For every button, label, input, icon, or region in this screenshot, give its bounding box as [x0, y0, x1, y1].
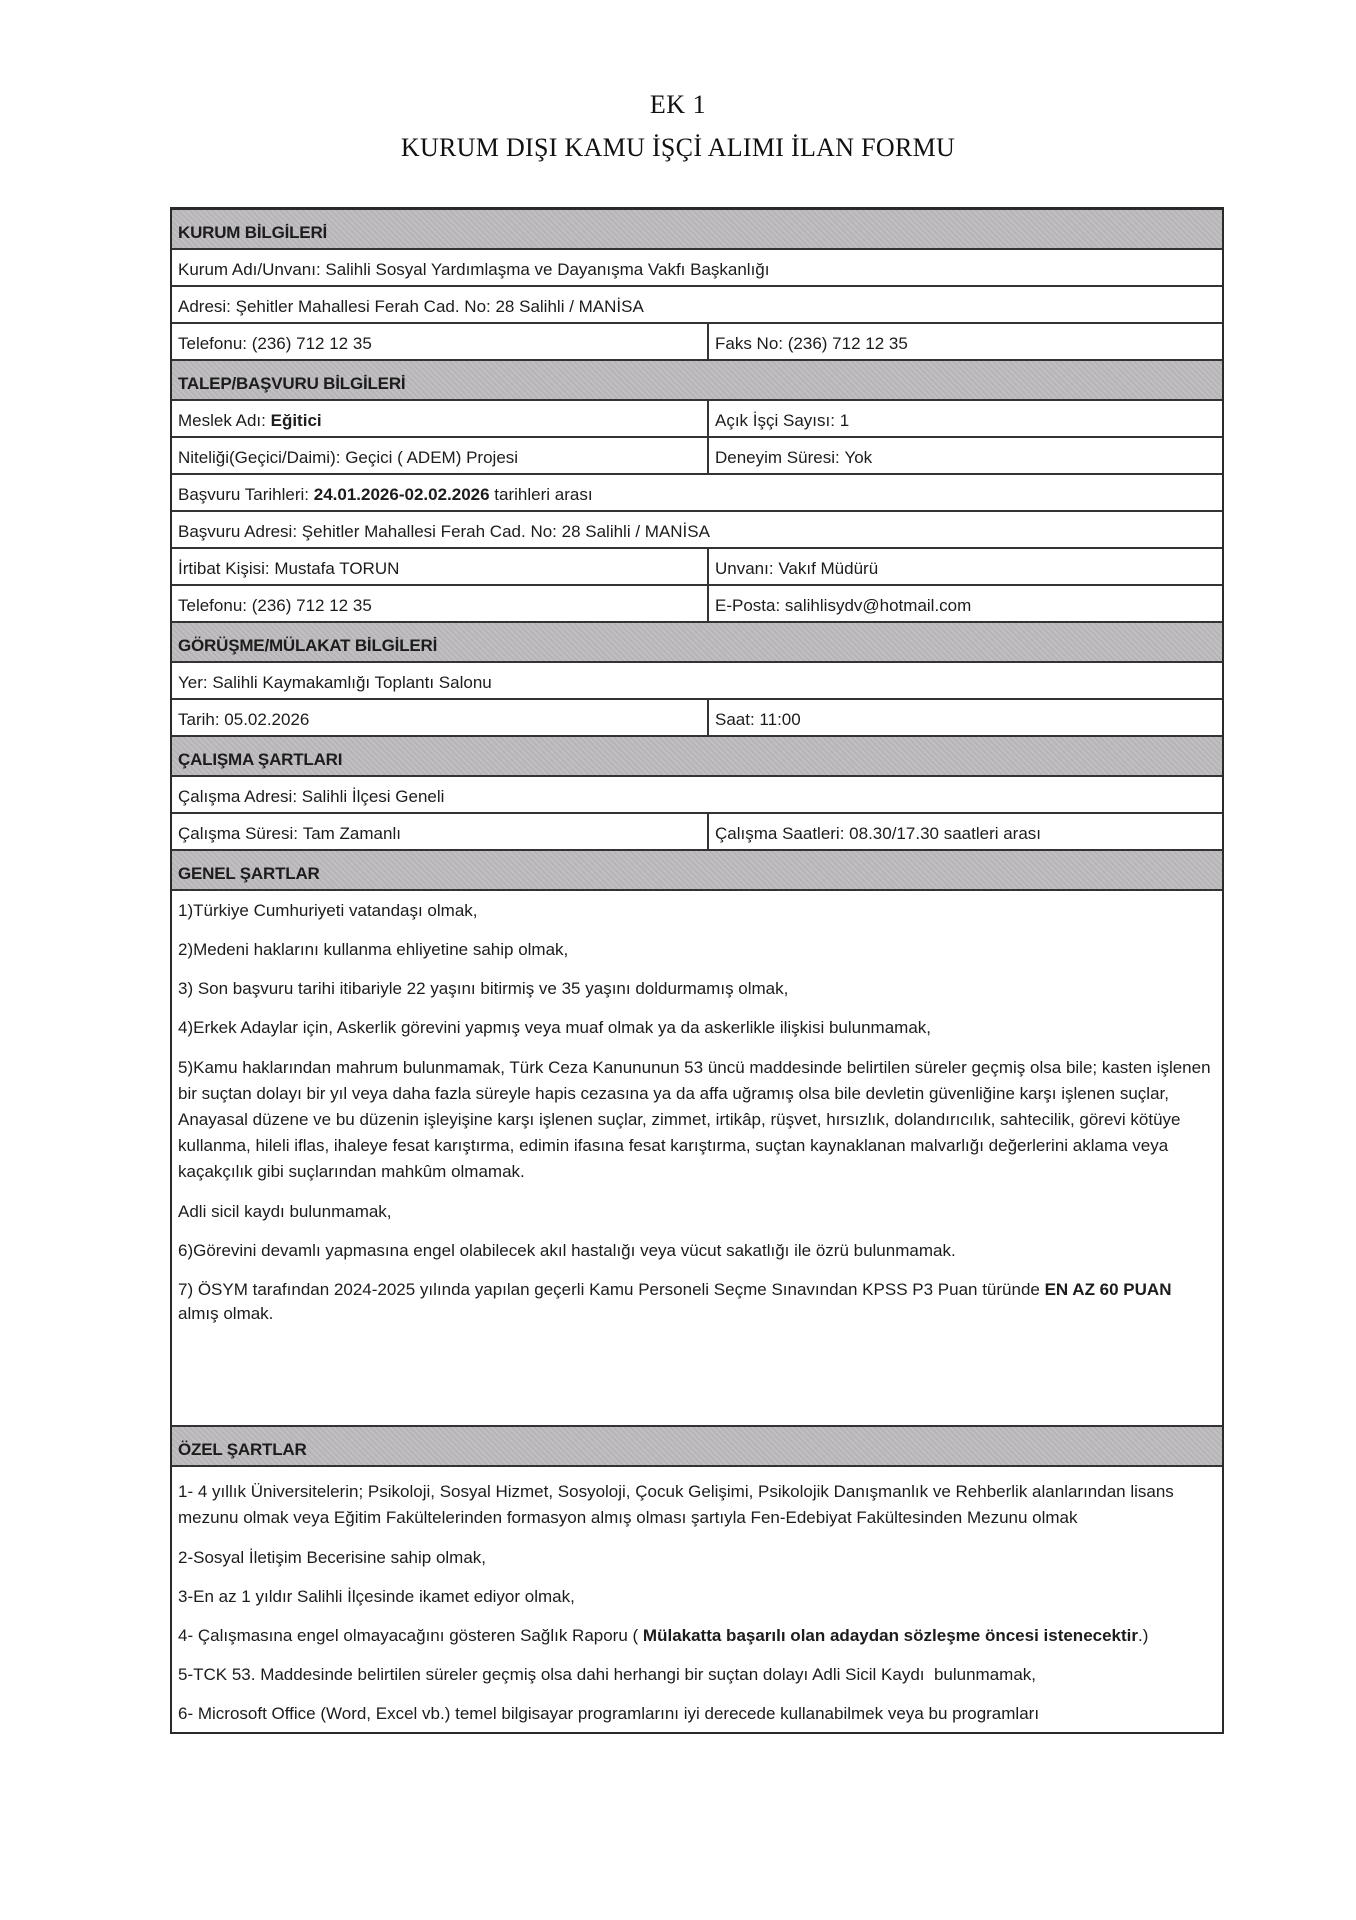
field-value: Salihli Kaymakamlığı Toplantı Salonu	[212, 673, 492, 692]
section-title: GENEL ŞARTLAR	[178, 864, 320, 883]
row-work-time	[172, 814, 1222, 851]
field-value: Salihli İlçesi Geneli	[301, 787, 445, 806]
requirement-item: 3) Son başvuru tarihi itibariyle 22 yaşını bitirmiş ve 35 yaşını doldurmamış olmak,	[178, 979, 789, 998]
institution-name-field	[172, 250, 1222, 285]
section-title: ÖZEL ŞARTLAR	[178, 1440, 307, 1459]
field-label: Telefonu:	[178, 596, 252, 615]
row-general-requirements	[172, 891, 1222, 1427]
field-label: Tarih:	[178, 710, 225, 729]
requirement-item: 2)Medeni haklarını kullanma ehliyetine sahip olmak,	[178, 940, 569, 959]
row-institution-address	[172, 287, 1222, 324]
field-label: Çalışma Adresi:	[178, 787, 302, 806]
field-value: 08.30/17.30 saatleri arası	[849, 824, 1042, 843]
field-value: (236) 712 12 35	[251, 334, 372, 353]
section-header-genel	[172, 851, 1222, 891]
requirement-item: 1)Türkiye Cumhuriyeti vatandaşı olmak,	[178, 901, 478, 920]
row-job	[172, 401, 1222, 438]
row-institution-contact	[172, 324, 1222, 361]
field-value: 1	[839, 411, 850, 430]
annex-label: EK 1	[649, 90, 707, 119]
field-label: İrtibat Kişisi:	[178, 559, 275, 578]
field-value: 11:00	[759, 710, 801, 729]
row-contact-person	[172, 549, 1222, 586]
job-name-field	[172, 401, 709, 436]
section-header-kurum	[172, 210, 1222, 250]
section-header-ozel	[172, 1427, 1222, 1467]
row-application-dates	[172, 475, 1222, 512]
openings-field	[709, 401, 1222, 436]
application-dates-field	[172, 475, 1222, 510]
requirement-item-kpss	[178, 1278, 1216, 1326]
form-title: KURUM DIŞI KAMU İŞÇİ ALIMI İLAN FORMU	[400, 133, 956, 162]
field-label: E-Posta:	[715, 596, 785, 615]
requirement-item: 6- Microsoft Office (Word, Excel vb.) temel bilgisayar programlarını iyi derecede kullanabilmek veya bu programları	[178, 1704, 1040, 1723]
section-header-talep	[172, 361, 1222, 401]
requirement-item: 3-En az 1 yıldır Salihli İlçesinde ikamet ediyor olmak,	[178, 1587, 575, 1606]
section-header-calisma	[172, 737, 1222, 777]
field-value: Tam Zamanlı	[302, 824, 401, 843]
field-value: (236) 712 12 35	[787, 334, 908, 353]
contact-title-field	[709, 549, 1222, 584]
special-requirements-list	[172, 1467, 1222, 1732]
institution-address-field	[172, 287, 1222, 322]
field-value: Şehitler Mahallesi Ferah Cad. No: 28 Salihli / MANİSA	[301, 522, 710, 541]
requirement-text: 7) ÖSYM tarafından 2024-2025 yılında yapılan geçerli Kamu Personeli Seçme Sınavından KPSS P3 Puan türünde	[178, 1280, 1045, 1299]
application-address-field	[172, 512, 1222, 547]
field-label: Adresi:	[178, 297, 236, 316]
job-posting-form	[170, 207, 1224, 1734]
work-address-field	[172, 777, 1222, 812]
row-contact-details	[172, 586, 1222, 623]
contact-phone-field	[172, 586, 709, 621]
field-label: Meslek Adı:	[178, 411, 271, 430]
row-special-requirements	[172, 1467, 1222, 1732]
institution-phone-field	[172, 324, 709, 359]
requirement-emphasis: EN AZ 60 PUAN	[1044, 1280, 1172, 1299]
requirement-text: 4- Çalışmasına engel olmayacağını gösteren Sağlık Raporu (	[178, 1626, 643, 1645]
requirement-item: 4)Erkek Adaylar için, Askerlik görevini yapmış veya muaf olmak ya da askerlikle ilişkisi bulunmamak,	[178, 1018, 932, 1037]
field-value: 05.02.2026	[224, 710, 310, 729]
nature-field	[172, 438, 709, 473]
section-title: GÖRÜŞME/MÜLAKAT BİLGİLERİ	[178, 636, 438, 655]
field-label: Deneyim Süresi:	[715, 448, 845, 467]
institution-fax-field	[709, 324, 1222, 359]
section-title: TALEP/BAŞVURU BİLGİLERİ	[178, 374, 406, 393]
requirement-item: 2-Sosyal İletişim Becerisine sahip olmak,	[178, 1548, 487, 1567]
section-title: KURUM BİLGİLERİ	[178, 223, 328, 242]
field-value: Salihli Sosyal Yardımlaşma ve Dayanışma Vakfı Başkanlığı	[325, 260, 770, 279]
work-hours-field	[709, 814, 1222, 849]
field-label: Faks No:	[715, 334, 788, 353]
field-label: Başvuru Tarihleri:	[178, 485, 314, 504]
section-title: ÇALIŞMA ŞARTLARI	[178, 750, 343, 769]
field-value: Geçici ( ADEM) Projesi	[345, 448, 519, 467]
general-requirements-list	[172, 891, 1222, 1425]
field-label: Kurum Adı/Unvanı:	[178, 260, 326, 279]
field-label: Unvanı:	[715, 559, 779, 578]
row-interview-place	[172, 663, 1222, 700]
requirement-item: 5)Kamu haklarından mahrum bulunmamak, Türk Ceza Kanununun 53 üncü maddesinde belirtilen süreler geçmiş olsa bile; kasten işlenen bir suçtan dolayı bir yıl veya daha fazla süreyle hapis cezasına ya da affa uğramış olsa bile devletin güvenliğine karşı işlenen suçlar, Anayasal düzene ve bu düzenin işleyişine karşı işlenen suçlar, zimmet, irtikâp, rüşvet, hırsızlık, dolandırıcılık, sahtecilik, görevi kötüye kullanma, hileli iflas, ihaleye fesat karıştırma, edimin ifasına fesat karıştırma, suçtan kaynaklanan malvarlığı değerlerini aklama veya kaçakçılık gibi suçlarından mahkûm olmamak.	[178, 1058, 1211, 1181]
interview-time-field	[709, 700, 1222, 735]
experience-field	[709, 438, 1222, 473]
work-duration-field	[172, 814, 709, 849]
row-nature	[172, 438, 1222, 475]
requirement-suffix: almış olmak.	[178, 1304, 274, 1323]
row-application-address	[172, 512, 1222, 549]
contact-email-field	[709, 586, 1222, 621]
email-value: salihlisydv@hotmail.com	[784, 596, 972, 615]
requirement-suffix: .)	[1138, 1626, 1149, 1645]
field-label: Açık İşçi Sayısı:	[715, 411, 840, 430]
requirement-item: 5-TCK 53. Maddesinde belirtilen süreler geçmiş olsa dahi herhangi bir suçtan dolayı Adli Sicil Kaydı bulunmamak,	[178, 1665, 1036, 1684]
field-value: Yok	[844, 448, 873, 467]
field-label: Başvuru Adresi:	[178, 522, 302, 541]
field-value: Vakıf Müdürü	[778, 559, 879, 578]
field-label: Çalışma Süresi:	[178, 824, 303, 843]
interview-place-field	[172, 663, 1222, 698]
requirement-item-health-report	[178, 1624, 1216, 1648]
field-label: Saat:	[715, 710, 760, 729]
row-institution-name	[172, 250, 1222, 287]
field-label: Telefonu:	[178, 334, 252, 353]
requirement-item: 1- 4 yıllık Üniversitelerin; Psikoloji, Sosyal Hizmet, Sosyoloji, Çocuk Gelişimi, Psikolojik Danışmanlık ve Rehberlik alanlarından lisans mezunu olmak veya Eğitim Fakültelerinden formasyon almış olması şartıyla Fen-Edebiyat Fakültesinden Mezunu olmak	[178, 1482, 1174, 1527]
field-label: Çalışma Saatleri:	[715, 824, 850, 843]
row-work-address	[172, 777, 1222, 814]
requirement-item: Adli sicil kaydı bulunmamak,	[178, 1202, 392, 1221]
field-value: (236) 712 12 35	[251, 596, 372, 615]
field-label: Yer:	[178, 673, 213, 692]
field-value: Mustafa TORUN	[274, 559, 400, 578]
field-label: Niteliği(Geçici/Daimi):	[178, 448, 346, 467]
contact-person-field	[172, 549, 709, 584]
field-value: Eğitici	[270, 411, 322, 430]
row-interview-datetime	[172, 700, 1222, 737]
requirement-emphasis: Mülakatta başarılı olan adaydan sözleşme öncesi istenecektir	[642, 1626, 1139, 1645]
interview-date-field	[172, 700, 709, 735]
requirement-item: 6)Görevini devamlı yapmasına engel olabilecek akıl hastalığı veya vücut sakatlığı ile özrü bulunmamak.	[178, 1241, 956, 1260]
section-header-gorusme	[172, 623, 1222, 663]
field-value: Şehitler Mahallesi Ferah Cad. No: 28 Salihli / MANİSA	[235, 297, 644, 316]
field-value: 24.01.2026-02.02.2026	[313, 485, 490, 504]
field-suffix: tarihleri arası	[489, 485, 593, 504]
